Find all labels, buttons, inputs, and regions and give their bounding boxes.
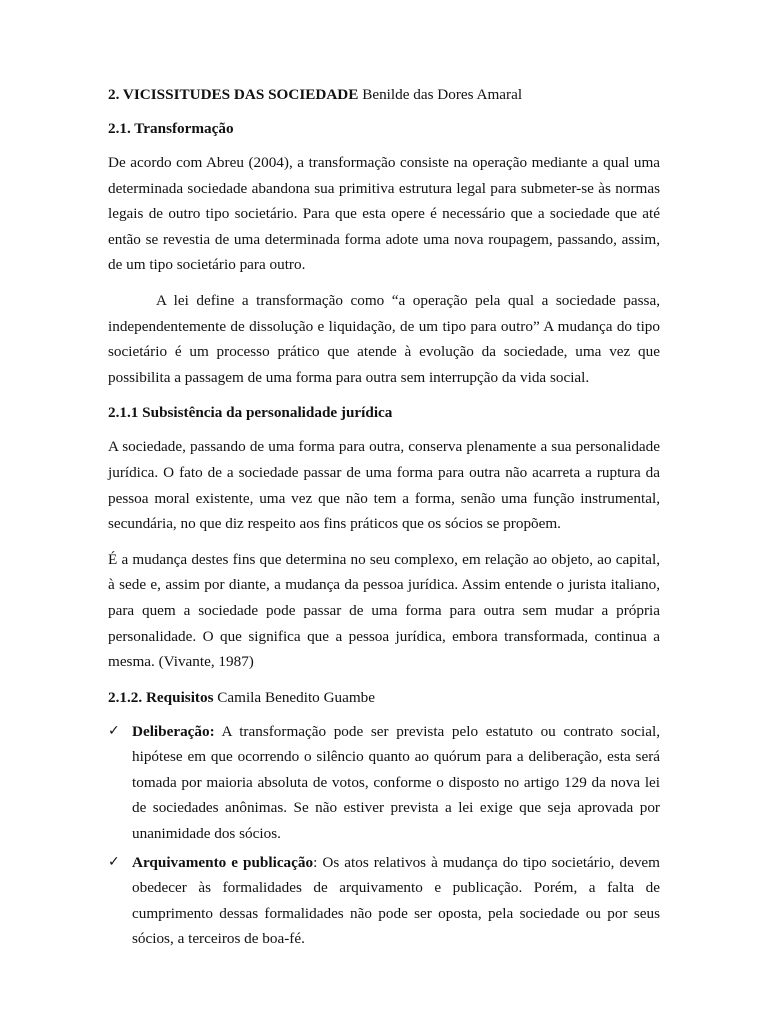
subsection-heading-personalidade <box>108 400 660 426</box>
requirements-list <box>108 719 660 952</box>
section-author: Benilde das Dores Amaral <box>362 86 523 103</box>
item-text: A transformação pode ser prevista pelo estatuto ou contrato social, hipótese em que ocorrendo o silêncio quanto ao quórum para a deliberação, esta será tomada por maioria absoluta de votos, conforme o disposto no artigo 129 da nova lei de sociedades anônimas. Se não estiver prevista a lei exige que seja aprovada por unanimidade dos sócios. <box>132 722 660 843</box>
document-page <box>108 82 660 955</box>
checkmark-icon: ✓ <box>108 722 120 739</box>
item-text: : Os atos relativos à mudança do tipo societário, devem obedecer às formalidades de arquivamento e publicação. Porém, a falta de cumprimento dessas formalidades não pode ser oposta, pela sociedade ou por seus sócios, a terceiros de boa-fé. <box>132 853 660 948</box>
checkmark-icon: ✓ <box>108 853 120 870</box>
subsection-title: 2.1. Transformação <box>108 120 234 137</box>
subsection-title: 2.1.2. Requisitos <box>108 688 214 706</box>
subsection-heading-requisitos <box>108 685 660 711</box>
paragraph: A sociedade, passando de uma forma para outra, conserva plenamente a sua personalidade jurídica. O fato de a sociedade passar de uma forma para outra não acarreta a ruptura da pessoa moral existente, uma vez que não tem a forma, senão uma função instrumental, secundária, no que diz respeito aos fins práticos que os sócios se propõem. <box>108 438 660 533</box>
subsection-author: Camila Benedito Guambe <box>217 688 376 706</box>
section-heading <box>108 82 660 108</box>
section-title: 2. VICISSITUDES DAS SOCIEDADE <box>108 86 359 103</box>
paragraph: A lei define a transformação como “a operação pela qual a sociedade passa, independentemente de dissolução e liquidação, de um tipo para outro” A mudança do tipo societário é um processo prático que atende à evolução da sociedade, uma vez que possibilita a passagem de uma forma para outra sem interrupção da vida social. <box>108 291 660 386</box>
item-label: Arquivamento e publicação <box>132 853 314 871</box>
list-item <box>108 850 660 952</box>
paragraph: É a mudança destes fins que determina no seu complexo, em relação ao objeto, ao capital, à sede e, assim por diante, a mudança da pessoa jurídica. Assim entende o jurista italiano, para quem a sociedade pode passar de uma forma para outra sem mudar a própria personalidade. O que significa que a pessoa jurídica, embora transformada, continua a mesma. (Vivante, 1987) <box>108 550 660 671</box>
item-label: Deliberação: <box>132 722 215 740</box>
paragraph: De acordo com Abreu (2004), a transformação consiste na operação mediante a qual uma determinada sociedade abandona sua primitiva estrutura legal para submeter-se às normas legais de outro tipo societário. Para que esta opere é necessário que a sociedade que até então se revestia de uma determinada forma adote uma nova roupagem, passando, assim, de um tipo societário para outro. <box>108 154 660 274</box>
subsection-title: 2.1.1 Subsistência da personalidade jurídica <box>108 404 393 422</box>
subsection-heading-transformacao <box>108 116 660 142</box>
list-item <box>108 719 660 847</box>
